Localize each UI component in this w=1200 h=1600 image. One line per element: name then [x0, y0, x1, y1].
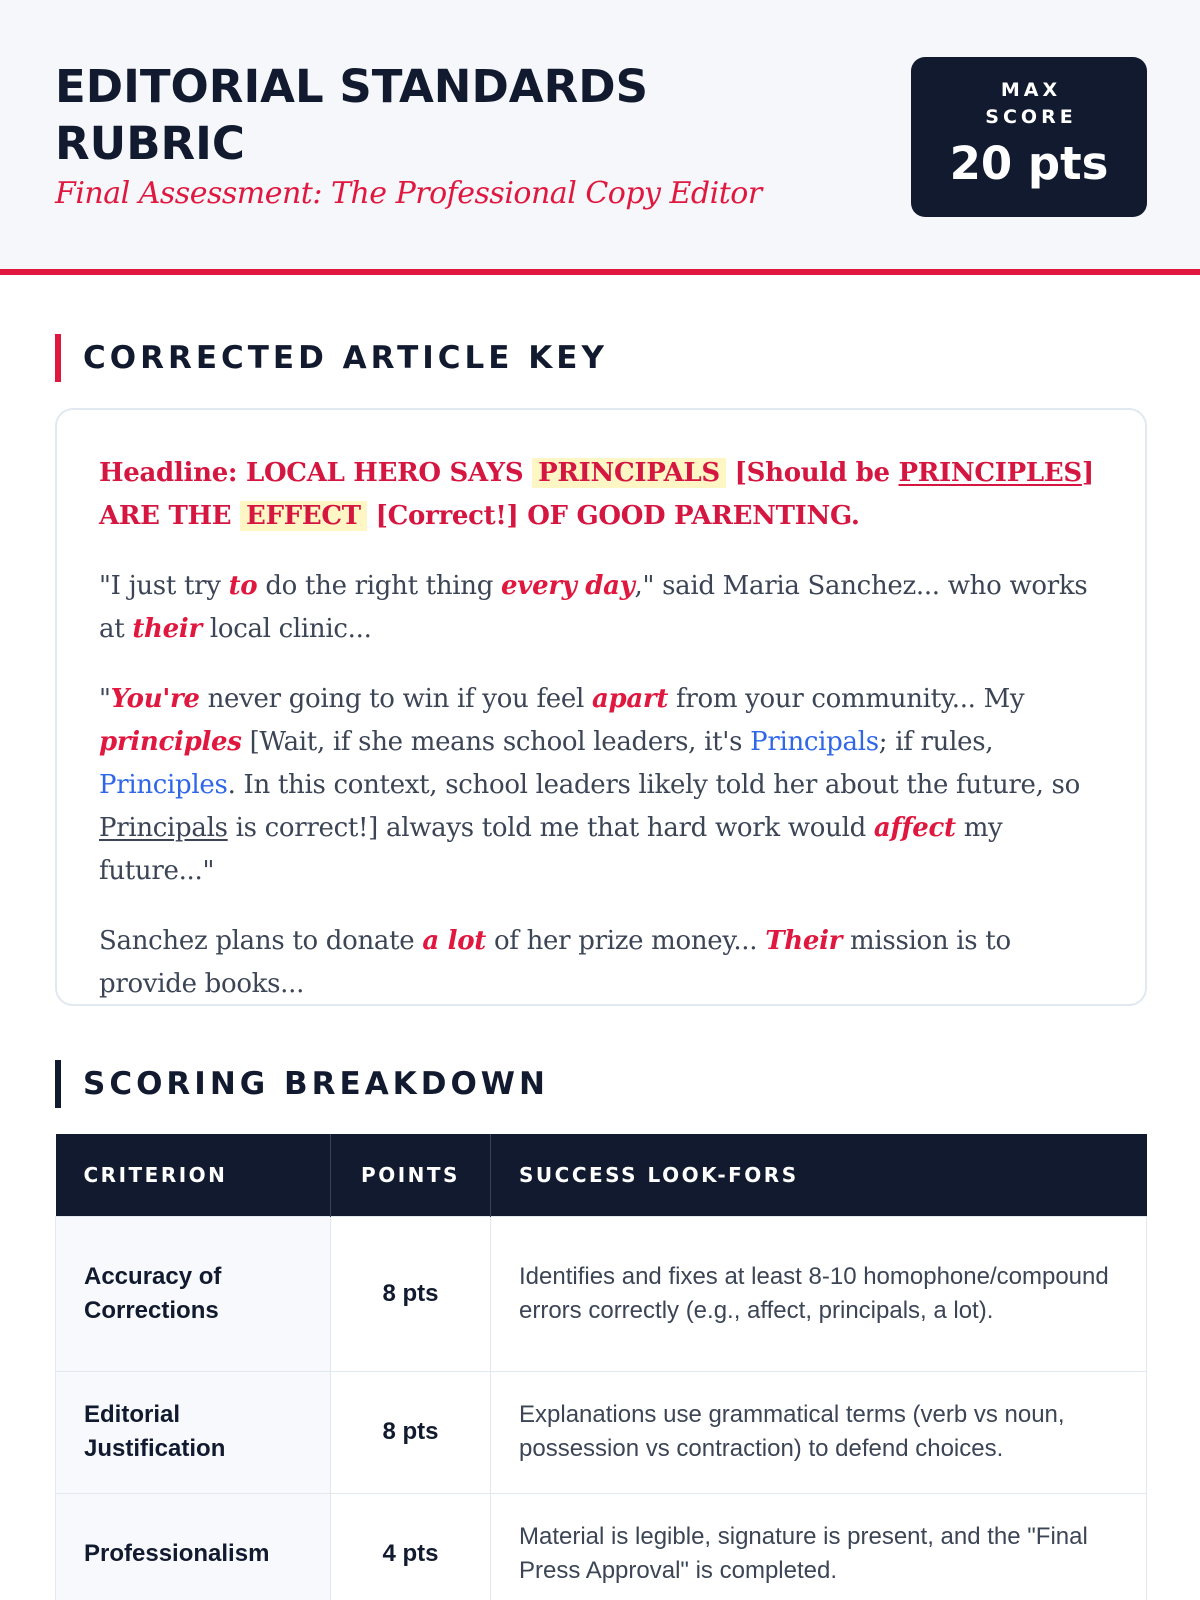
- section-title-article-key: CORRECTED ARTICLE KEY: [55, 334, 608, 382]
- lookfors-cell: Explanations use grammatical terms (verb vs noun, possession vs contraction) to defend choices.: [491, 1371, 1147, 1493]
- article-paragraph-3: [99, 920, 1105, 1006]
- corrected-word: You're: [110, 684, 200, 714]
- points-cell: 4 pts: [331, 1493, 491, 1600]
- corrected-word: their: [132, 614, 202, 644]
- page-header: [0, 0, 1200, 275]
- headline-text: ] ARE THE: [99, 458, 1094, 531]
- paragraph-text: of her prize money...: [493, 926, 758, 956]
- column-header-criterion: CRITERION: [56, 1134, 331, 1216]
- section-title-scoring: SCORING BREAKDOWN: [55, 1060, 549, 1108]
- corrected-headline: [99, 452, 1105, 538]
- underlined-correction: PRINCIPLES: [898, 458, 1082, 488]
- corrected-word: to: [228, 571, 258, 601]
- page-subtitle: Final Assessment: The Professional Copy Editor: [55, 176, 762, 211]
- paragraph-text: [Wait, if she means school leaders, it's: [249, 727, 743, 757]
- headline-text: [Should be: [734, 458, 890, 488]
- lookfors-cell: Identifies and fixes at least 8-10 homophone/compound errors correctly (e.g., affect, principals, a lot).: [491, 1216, 1147, 1371]
- paragraph-text: local clinic...: [209, 614, 372, 644]
- column-header-points: POINTS: [331, 1134, 491, 1216]
- paragraph-text: from your community... My: [676, 684, 1025, 714]
- paragraph-text: never going to win if you feel: [207, 684, 584, 714]
- lookfors-cell: Material is legible, signature is present, and the "Final Press Approval" is completed.: [491, 1493, 1147, 1600]
- paragraph-text: ," said Maria Sanchez... who works at: [99, 571, 1088, 644]
- table-header-row: [56, 1134, 1147, 1216]
- points-cell: 8 pts: [331, 1216, 491, 1371]
- paragraph-text: my future...": [99, 813, 1003, 886]
- criterion-cell: Accuracy of Corrections: [56, 1216, 331, 1371]
- paragraph-text: ; if rules,: [878, 727, 994, 757]
- highlighted-word: PRINCIPALS: [532, 458, 726, 488]
- article-key-card: [55, 408, 1147, 1006]
- table-row: [56, 1371, 1147, 1493]
- page-title: EDITORIAL STANDARDS RUBRIC: [55, 60, 649, 170]
- points-cell: 8 pts: [331, 1371, 491, 1493]
- corrected-word: a lot: [422, 926, 486, 956]
- paragraph-text: . In this context, school leaders likely told her about the future, so: [227, 770, 1080, 800]
- max-score-label-line-1: MAX: [1000, 79, 1062, 101]
- table-row: [56, 1493, 1147, 1600]
- max-score-label-line-2: SCORE: [985, 106, 1077, 128]
- corrected-word: apart: [591, 684, 669, 714]
- highlighted-word: EFFECT: [240, 501, 367, 531]
- criterion-cell: Professionalism: [56, 1493, 331, 1600]
- max-score-value: 20 pts: [949, 137, 1109, 190]
- paragraph-text: ": [99, 684, 111, 714]
- paragraph-text: is correct!] always told me that hard work would: [235, 813, 866, 843]
- blue-term: Principles: [99, 770, 228, 800]
- paragraph-text: do the right thing: [265, 571, 494, 601]
- article-paragraph-2: [99, 678, 1105, 893]
- paragraph-text: "I just try: [99, 571, 221, 601]
- paragraph-text: mission is to provide books...: [99, 926, 1011, 999]
- max-score-badge: [911, 57, 1147, 217]
- table-row: [56, 1216, 1147, 1371]
- corrected-word: every day: [501, 571, 635, 601]
- criterion-cell: Editorial Justification: [56, 1371, 331, 1493]
- underlined-correction: Principals: [99, 813, 228, 843]
- column-header-lookfors: SUCCESS LOOK-FORS: [491, 1134, 1147, 1216]
- headline-text: [Correct!] OF GOOD PARENTING.: [375, 501, 860, 531]
- corrected-word: affect: [873, 813, 956, 843]
- headline-text: Headline: LOCAL HERO SAYS: [99, 458, 524, 488]
- paragraph-text: Sanchez plans to donate: [99, 926, 415, 956]
- corrected-word: Their: [765, 926, 843, 956]
- corrected-word: principles: [99, 727, 242, 757]
- blue-term: Principals: [750, 727, 879, 757]
- scoring-table: [55, 1134, 1147, 1600]
- max-score-label: [911, 77, 1147, 131]
- article-paragraph-1: [99, 565, 1105, 651]
